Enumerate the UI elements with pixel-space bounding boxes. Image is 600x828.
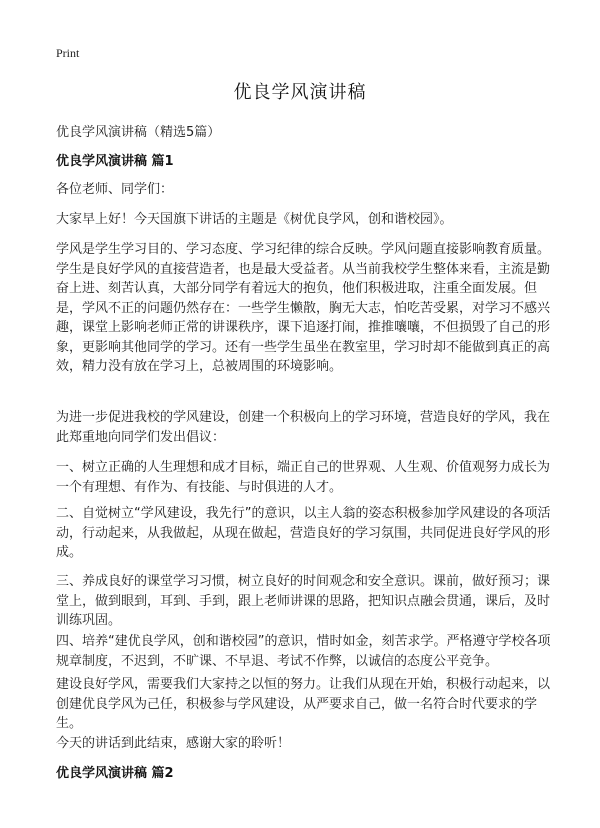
print-label: Print (56, 46, 80, 60)
paragraph-point-4: 四、培养“建优良学风，创和谐校园”的意识，惜时如金，刻苦求学。严格遵守学校各项规章制度，不迟到，不旷课、不早退、考试不作弊，以诚信的态度公平竞争。 (56, 634, 551, 669)
paragraph-point-1: 一、树立正确的人生理想和成才目标，端正自己的世界观、人生观、价值观努力成长为一个有理想、有作为、有技能、与时俱进的人才。 (56, 460, 551, 495)
paragraph-proposal: 为进一步促进我校的学风建设，创建一个积极向上的学习环境，营造良好的学风，我在此郑重地向同学们发出倡议： (56, 410, 551, 445)
section-heading-1: 优良学风演讲稿 篇1 (56, 154, 174, 169)
document-subtitle: 优良学风演讲稿（精选5篇） (56, 125, 221, 140)
paragraph-intro: 大家早上好！今天国旗下讲话的主题是《树优良学风，创和谐校园》。 (56, 212, 453, 227)
section-heading-2: 优良学风演讲稿 篇2 (56, 766, 174, 781)
paragraph-greeting: 各位老师、同学们： (56, 182, 174, 197)
paragraph-point-2: 二、自觉树立“学风建设，我先行”的意识，以主人翁的姿态积极参加学风建设的各项活动，行动起来，从我做起，从现在做起，营造良好的学习氛围，共同促进良好学风的形成。 (56, 506, 551, 560)
paragraph-point-3: 三、养成良好的课堂学习习惯，树立良好的时间观念和安全意识。课前，做好预习；课堂上，做到眼到，耳到、手到，跟上老师讲课的思路，把知识点融会贯通，课后，及时训练巩固。 (56, 574, 551, 628)
paragraph-body: 学风是学生学习目的、学习态度、学习纪律的综合反映。学风问题直接影响教育质量。学生是良好学风的直接营造者，也是最大受益者。从当前我校学生整体来看，主流是勤奋上进、刻苦认真，大部分同学有着远大的抱负，他们积极进取，注重全面发展。但是，学风不正的问题仍然存在：一些学生懒散，胸无大志，怕吃苦受累，对学习不感兴趣，课堂上影响老师正常的讲课秩序，课下追逐打闹，推推嚷嚷，不但损毁了自己的形象，更影响其他同学的学习。还有一些学生虽坐在教室里，学习时却不能做到真正的高效，精力没有放在学习上，总被周围的环境影响。 (56, 242, 551, 374)
page-title: 优良学风演讲稿 (233, 82, 367, 103)
paragraph-thanks: 今天的讲话到此结束，感谢大家的聆听！ (56, 736, 291, 751)
paragraph-closing: 建设良好学风，需要我们大家持之以恒的努力。让我们从现在开始，积极行动起来，以创建优良学风为己任，积极参与学风建设，从严要求自己，做一名符合时代要求的学生。 (56, 677, 551, 731)
